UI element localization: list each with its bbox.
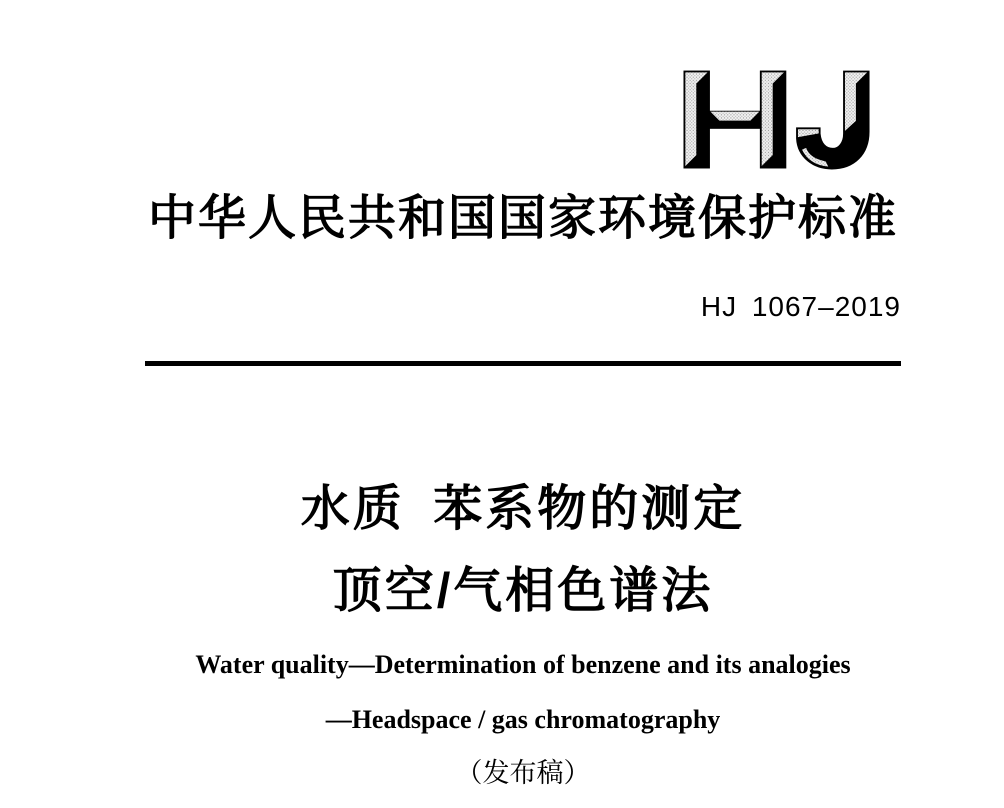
title-zh-line2: 顶空/气相色谱法 bbox=[332, 564, 714, 618]
title-zh-line1: 水质 苯系物的测定 bbox=[300, 482, 746, 536]
national-standard-heading: 中华人民共和国国家环境保护标准 bbox=[147, 192, 898, 245]
release-note: （发布稿） bbox=[455, 758, 591, 788]
hj-logo-text bbox=[0, 0, 1, 1]
standard-number: HJ 1067–2019 bbox=[700, 291, 901, 322]
cover-content bbox=[145, 0, 901, 808]
title-en-line2: —Headspace / gas chromatography bbox=[325, 705, 721, 734]
header-divider-rule bbox=[145, 361, 901, 366]
title-en-line1: Water quality—Determination of benzene and its analogies bbox=[195, 650, 851, 679]
